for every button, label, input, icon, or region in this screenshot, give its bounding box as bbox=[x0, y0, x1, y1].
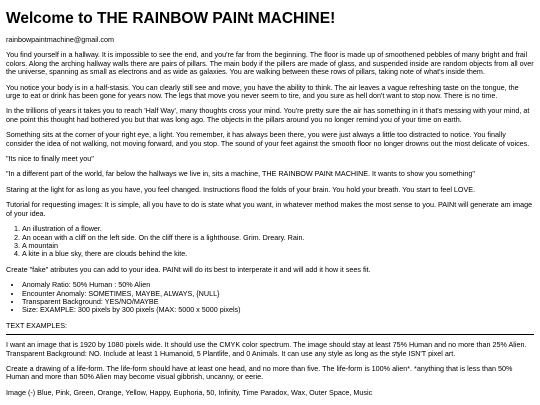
contact-email: rainbowpaintmachine@gmail.com bbox=[6, 35, 114, 44]
list-item: • Transparent Background: YES/NO/MAYBE bbox=[22, 298, 534, 306]
story-paragraph: Something sits at the corner of your right eye, a light. You remember, it has always been there, you were just always a little too distracted to notice. You finally consider the idea of not walking, not moving forward, and you stop. The sound of your feet against the smooth floor no longer drowns out the most delicate of voices. bbox=[6, 130, 530, 148]
list-item: • Anomaly Ratio: 50% Human : 50% Alien bbox=[22, 281, 534, 289]
attributes-intro: Create "fake" atributes you can add to your idea. PAINt will do its best to interperate it and will add it how it sees fit. bbox=[6, 264, 371, 274]
page-title: Welcome to THE RAINBOW PAINt MACHINE! bbox=[6, 10, 336, 27]
text-example: Create a drawing of a life-form. The life-form should have at least one head, and no more than five. The life-form is 100% alien*. *anything that is less than 50% Human and more than 50% Alien may become visual gibbrish, uncanny, or eerie. bbox=[6, 363, 513, 382]
tutorial-paragraph: Tutorial for requesting images: It is simple, all you have to do is state what you want, in whatever method makes the most sense to you. PAINt will generate am image of your idea. bbox=[6, 200, 533, 218]
story-paragraph: In the trillions of years it takes you to reach 'Half Way', many thoughts cross your mind. You're pretty sure the air has something in it that's messing with your mind, at one point this thought had bothered you but that was long ago. The objects in the pillars around you no longer remind you of your time on earth. bbox=[6, 106, 530, 124]
attributes-list bbox=[6, 281, 534, 315]
divider bbox=[6, 334, 534, 335]
list-item: 3. A mountain bbox=[22, 242, 534, 250]
list-item: 2. An ocean with a cliff on the left side. On the cliff there is a lighthouse. Grim. Dreary. Rain. bbox=[22, 234, 534, 242]
story-quote: "Its nice to finally meet you" bbox=[6, 154, 94, 164]
story-paragraph: You find yourself in a hallway. It is impossible to see the end, and you're far from the beginning. The floor is made up of smoothened pebbles of many bright and frail colors. Along the arching hallway walls there are pairs of pillars. The main body if the pillers are made of glass, and suspended inside are random objects from all over the universe, spanning as small as electrons and as wide as galaxies. You are walking between these rows of pillars, taking note of what's inside them. bbox=[6, 50, 534, 77]
list-item: 4. A kite in a blue sky, there are clouds behind the kite. bbox=[22, 250, 534, 258]
text-example: I want an image that is 1920 by 1080 pixels wide. It should use the CMYK color spectrum. The image should stay at least 75% Human and no more than 25% Alien. Transparent Background: NO. Include at least 1 Humanoid, 5 Plantlife, and 0 Animals. It can use any style as long as the style ISN'T pixel art. bbox=[6, 340, 527, 358]
list-item: • Size: EXAMPLE: 300 pixels by 300 pixels (MAX: 5000 x 5000 pixels) bbox=[22, 306, 534, 314]
story-paragraph: You notice your body is in a half-stasis. You can clearly still see and move, you have the ability to think. The air leaves a vague refreshing taste on the tongue, the urge to eat or drink has been gone for years now. The legs that move you never seem to tire, and you sure as hell don't want to stop now. There is no time. bbox=[6, 82, 519, 101]
list-item: • Encounter Anomaly: SOMETIMES, MAYBE, ALWAYS, {NULL} bbox=[22, 290, 534, 298]
list-item: 1. An illustration of a flower. bbox=[22, 225, 534, 233]
text-examples-heading: TEXT EXAMPLES: bbox=[6, 320, 67, 330]
examples-list bbox=[6, 225, 534, 259]
story-paragraph: Staring at the light for as long as you have, you feel changed. Instructions flood the folds of your brain. You hold your breath. You start to feel LOVE. bbox=[6, 184, 476, 194]
text-example: Image (-) Blue, Pink, Green, Orange, Yellow, Happy, Euphoria, 50, Infinity, Time Paradox, Wax, Outer Space, Music bbox=[6, 387, 373, 397]
story-quote: "In a different part of the world, far below the hallways we live in, sits a machine, THE RAINBOW PAINt MACHINE. It wants to show you something" bbox=[6, 169, 475, 179]
